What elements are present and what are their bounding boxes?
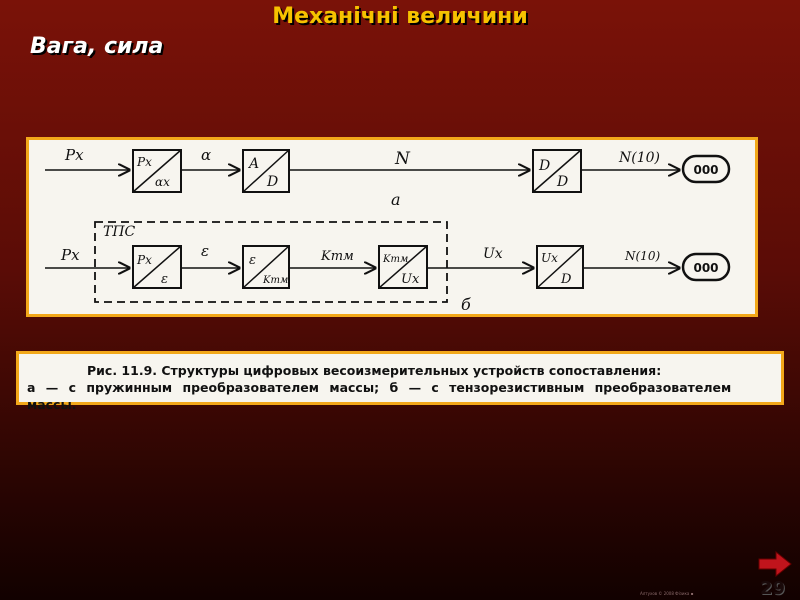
caption-line-1: Рис. 11.9. Структуры цифровых весоизмерительных устройств сопоставления: bbox=[87, 363, 662, 378]
signal-n: N bbox=[395, 149, 410, 169]
input-label-a: Px bbox=[65, 146, 84, 164]
block-b3 bbox=[379, 246, 427, 288]
block-b1 bbox=[133, 246, 181, 288]
block-b2-bottom: Kтм bbox=[263, 275, 289, 286]
signal-ktm: Kтм bbox=[321, 249, 354, 264]
signal-alpha: α bbox=[201, 146, 212, 164]
display-b bbox=[683, 254, 729, 280]
figure-panel bbox=[26, 137, 758, 317]
next-arrow-icon[interactable] bbox=[758, 551, 792, 577]
block-a1-top: Px bbox=[137, 155, 152, 169]
slide-title: Механічні величини bbox=[272, 4, 528, 29]
block-b1-top: Px bbox=[137, 253, 152, 267]
block-a3 bbox=[533, 150, 581, 192]
block-a2-top: A bbox=[249, 156, 260, 172]
block-b2-top: ε bbox=[249, 253, 256, 268]
signal-ux: Ux bbox=[483, 246, 503, 262]
caption-line-2: а — с пружинным преобразователем массы; б — с тензорезистивным преобразователем массы. bbox=[27, 380, 732, 412]
block-a1 bbox=[133, 150, 181, 192]
block-b4 bbox=[537, 246, 583, 288]
diagram-a bbox=[45, 146, 729, 209]
signal-n10-b: N(10) bbox=[625, 249, 661, 263]
page-number: 29 bbox=[760, 578, 786, 599]
block-diagram bbox=[29, 140, 755, 314]
group-label-tps: ТПС bbox=[103, 224, 136, 240]
footer-credit: Алтухов © 2008 Фізика ▪ bbox=[640, 591, 694, 596]
block-a2-bottom: D bbox=[267, 174, 279, 190]
variant-label-b: б bbox=[461, 295, 471, 314]
block-b3-bottom: Ux bbox=[401, 272, 420, 287]
signal-epsilon: ε bbox=[201, 242, 210, 260]
block-a3-bottom: D bbox=[557, 174, 569, 190]
slide-subtitle: Вага, сила bbox=[30, 34, 164, 59]
block-b4-top: Ux bbox=[541, 251, 558, 265]
variant-label-a: а bbox=[391, 190, 401, 209]
display-a bbox=[683, 156, 729, 182]
diagram-b bbox=[45, 222, 729, 314]
block-a1-bottom: αx bbox=[155, 175, 170, 189]
figure-caption bbox=[16, 351, 784, 412]
block-a2 bbox=[243, 150, 289, 192]
block-b2 bbox=[243, 246, 289, 288]
input-label-b: Px bbox=[61, 246, 80, 264]
block-b1-bottom: ε bbox=[161, 272, 168, 287]
display-a-digits: 000 bbox=[693, 163, 719, 177]
block-b3-top: Kтм bbox=[383, 254, 409, 265]
block-b4-bottom: D bbox=[561, 272, 572, 287]
display-b-digits: 000 bbox=[693, 261, 719, 275]
signal-n10-a: N(10) bbox=[619, 150, 660, 166]
block-a3-top: D bbox=[539, 158, 551, 174]
